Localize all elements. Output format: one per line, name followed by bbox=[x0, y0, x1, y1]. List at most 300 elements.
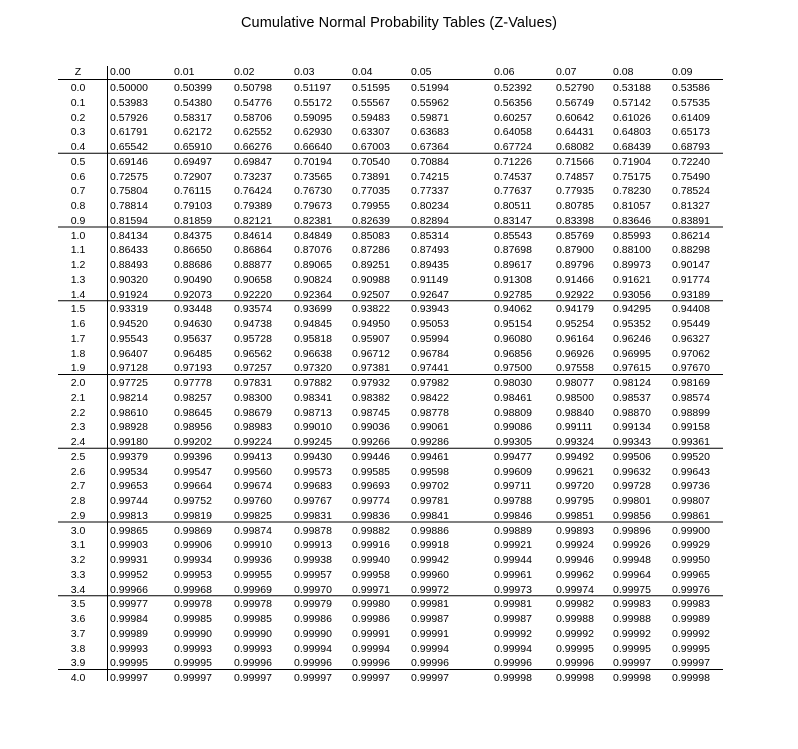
z-value: 3.9 bbox=[70, 657, 86, 670]
z-value: 2.0 bbox=[70, 377, 86, 389]
probability-cell: 0.57535 bbox=[672, 96, 710, 109]
probability-cell: 0.82381 bbox=[294, 214, 332, 227]
probability-cell: 0.82639 bbox=[352, 214, 390, 227]
z-value: 3.6 bbox=[70, 613, 86, 625]
probability-cell: 0.97558 bbox=[556, 362, 594, 375]
probability-cell: 0.99996 bbox=[352, 657, 390, 670]
probability-cell: 0.61791 bbox=[110, 126, 148, 139]
table-row bbox=[58, 303, 723, 315]
probability-cell: 0.98537 bbox=[613, 391, 651, 404]
probability-cell: 0.81594 bbox=[110, 214, 148, 227]
probability-cell: 0.99955 bbox=[234, 568, 272, 581]
probability-cell: 0.99991 bbox=[411, 627, 449, 640]
probability-cell: 0.97381 bbox=[352, 362, 390, 375]
probability-cell: 0.96164 bbox=[556, 332, 594, 345]
probability-cell: 0.99461 bbox=[411, 450, 449, 463]
z-value: 2.7 bbox=[70, 480, 86, 493]
probability-cell: 0.99997 bbox=[411, 672, 449, 684]
probability-cell: 0.92507 bbox=[352, 288, 390, 301]
probability-cell: 0.99981 bbox=[411, 598, 449, 611]
probability-cell: 0.99036 bbox=[352, 421, 390, 434]
probability-cell: 0.92922 bbox=[556, 288, 594, 301]
header-col: 0.08 bbox=[613, 66, 634, 78]
probability-cell: 0.91466 bbox=[556, 273, 594, 286]
table-row bbox=[58, 230, 723, 242]
probability-cell: 0.99825 bbox=[234, 509, 272, 522]
probability-cell: 0.80234 bbox=[411, 200, 449, 212]
probability-cell: 0.68082 bbox=[556, 141, 594, 153]
probability-cell: 0.88686 bbox=[174, 259, 212, 271]
probability-cell: 0.89617 bbox=[494, 259, 532, 271]
probability-cell: 0.70194 bbox=[294, 155, 332, 168]
probability-cell: 0.99993 bbox=[234, 642, 272, 655]
probability-cell: 0.99918 bbox=[411, 539, 449, 552]
probability-cell: 0.77935 bbox=[556, 185, 594, 198]
probability-cell: 0.99979 bbox=[294, 598, 332, 611]
probability-cell: 0.99774 bbox=[352, 495, 390, 507]
probability-cell: 0.99997 bbox=[110, 672, 148, 684]
table-row bbox=[58, 569, 723, 581]
table-row bbox=[58, 539, 723, 551]
table-row bbox=[58, 274, 723, 286]
probability-cell: 0.97670 bbox=[672, 362, 710, 375]
probability-cell: 0.99836 bbox=[352, 509, 390, 522]
probability-cell: 0.51595 bbox=[352, 82, 390, 94]
probability-cell: 0.85083 bbox=[352, 229, 390, 242]
z-value: 1.4 bbox=[70, 288, 86, 301]
probability-cell: 0.99720 bbox=[556, 480, 594, 493]
probability-cell: 0.99728 bbox=[613, 480, 651, 493]
probability-cell: 0.99997 bbox=[174, 672, 212, 684]
table-row bbox=[58, 289, 723, 301]
probability-cell: 0.84849 bbox=[294, 229, 332, 242]
z-value: 0.7 bbox=[70, 185, 86, 198]
probability-cell: 0.56749 bbox=[556, 96, 594, 109]
probability-cell: 0.70540 bbox=[352, 155, 390, 168]
probability-cell: 0.50399 bbox=[174, 82, 212, 94]
probability-cell: 0.50000 bbox=[110, 82, 148, 94]
probability-cell: 0.97128 bbox=[110, 362, 148, 375]
header-col: 0.00 bbox=[110, 66, 131, 78]
probability-cell: 0.99534 bbox=[110, 465, 148, 478]
probability-cell: 0.99989 bbox=[110, 627, 148, 640]
probability-cell: 0.99343 bbox=[613, 436, 651, 448]
probability-cell: 0.91621 bbox=[613, 273, 651, 286]
probability-cell: 0.98300 bbox=[234, 391, 272, 404]
probability-cell: 0.64803 bbox=[613, 126, 651, 139]
probability-cell: 0.99950 bbox=[672, 554, 710, 566]
probability-cell: 0.74537 bbox=[494, 170, 532, 183]
probability-cell: 0.99988 bbox=[613, 613, 651, 625]
probability-cell: 0.99086 bbox=[494, 421, 532, 434]
probability-cell: 0.67003 bbox=[352, 141, 390, 153]
table-row bbox=[58, 657, 723, 669]
probability-cell: 0.99926 bbox=[613, 539, 651, 552]
probability-cell: 0.94062 bbox=[494, 303, 532, 316]
probability-cell: 0.58317 bbox=[174, 111, 212, 124]
table-row bbox=[58, 112, 723, 124]
probability-cell: 0.86214 bbox=[672, 229, 710, 242]
probability-cell: 0.96562 bbox=[234, 347, 272, 360]
z-value: 0.1 bbox=[70, 96, 86, 109]
probability-cell: 0.97725 bbox=[110, 377, 148, 389]
probability-cell: 0.99953 bbox=[174, 568, 212, 581]
probability-cell: 0.99744 bbox=[110, 495, 148, 507]
probability-cell: 0.79103 bbox=[174, 200, 212, 212]
probability-cell: 0.93699 bbox=[294, 303, 332, 316]
probability-cell: 0.99998 bbox=[672, 672, 710, 684]
probability-cell: 0.77337 bbox=[411, 185, 449, 198]
probability-cell: 0.99996 bbox=[556, 657, 594, 670]
probability-cell: 0.62930 bbox=[294, 126, 332, 139]
probability-cell: 0.95994 bbox=[411, 332, 449, 345]
probability-cell: 0.99841 bbox=[411, 509, 449, 522]
probability-cell: 0.88100 bbox=[613, 244, 651, 257]
probability-cell: 0.89251 bbox=[352, 259, 390, 271]
probability-cell: 0.73565 bbox=[294, 170, 332, 183]
probability-cell: 0.99986 bbox=[352, 613, 390, 625]
probability-cell: 0.98645 bbox=[174, 406, 212, 419]
probability-cell: 0.97257 bbox=[234, 362, 272, 375]
probability-cell: 0.99324 bbox=[556, 436, 594, 448]
probability-cell: 0.85769 bbox=[556, 229, 594, 242]
table-row bbox=[58, 407, 723, 419]
probability-cell: 0.99987 bbox=[411, 613, 449, 625]
probability-cell: 0.86650 bbox=[174, 244, 212, 257]
probability-cell: 0.94179 bbox=[556, 303, 594, 316]
probability-cell: 0.99831 bbox=[294, 509, 332, 522]
probability-cell: 0.99878 bbox=[294, 524, 332, 537]
probability-cell: 0.71566 bbox=[556, 155, 594, 168]
probability-cell: 0.99286 bbox=[411, 436, 449, 448]
probability-cell: 0.99983 bbox=[672, 598, 710, 611]
z-value: 3.2 bbox=[70, 554, 86, 566]
table-row bbox=[58, 82, 723, 94]
z-value: 3.7 bbox=[70, 627, 86, 640]
probability-cell: 0.83147 bbox=[494, 214, 532, 227]
probability-cell: 0.69847 bbox=[234, 155, 272, 168]
z-value: 0.8 bbox=[70, 200, 86, 212]
probability-cell: 0.88493 bbox=[110, 259, 148, 271]
probability-cell: 0.99960 bbox=[411, 568, 449, 581]
probability-cell: 0.99984 bbox=[110, 613, 148, 625]
table-row bbox=[58, 200, 723, 212]
table-row bbox=[58, 480, 723, 492]
probability-cell: 0.60257 bbox=[494, 111, 532, 124]
probability-cell: 0.64431 bbox=[556, 126, 594, 139]
probability-cell: 0.99851 bbox=[556, 509, 594, 522]
probability-cell: 0.99886 bbox=[411, 524, 449, 537]
probability-cell: 0.99643 bbox=[672, 465, 710, 478]
table-row bbox=[58, 156, 723, 168]
probability-cell: 0.98928 bbox=[110, 421, 148, 434]
probability-cell: 0.99989 bbox=[672, 613, 710, 625]
header-col: 0.07 bbox=[556, 66, 577, 78]
probability-cell: 0.99934 bbox=[174, 554, 212, 566]
z-value: 1.3 bbox=[70, 273, 86, 286]
probability-cell: 0.53586 bbox=[672, 82, 710, 94]
probability-cell: 0.99997 bbox=[613, 657, 651, 670]
probability-cell: 0.99990 bbox=[294, 627, 332, 640]
probability-cell: 0.90490 bbox=[174, 273, 212, 286]
probability-cell: 0.99560 bbox=[234, 465, 272, 478]
probability-cell: 0.97441 bbox=[411, 362, 449, 375]
probability-cell: 0.99995 bbox=[613, 642, 651, 655]
probability-cell: 0.99061 bbox=[411, 421, 449, 434]
probability-cell: 0.99931 bbox=[110, 554, 148, 566]
probability-cell: 0.97615 bbox=[613, 362, 651, 375]
probability-cell: 0.93189 bbox=[672, 288, 710, 301]
probability-cell: 0.99995 bbox=[556, 642, 594, 655]
probability-cell: 0.63683 bbox=[411, 126, 449, 139]
table-row bbox=[58, 348, 723, 360]
probability-cell: 0.99942 bbox=[411, 554, 449, 566]
probability-cell: 0.99585 bbox=[352, 465, 390, 478]
probability-cell: 0.99379 bbox=[110, 450, 148, 463]
z-value: 4.0 bbox=[70, 672, 86, 684]
probability-cell: 0.99992 bbox=[672, 627, 710, 640]
probability-cell: 0.99396 bbox=[174, 450, 212, 463]
probability-cell: 0.99997 bbox=[294, 672, 332, 684]
probability-cell: 0.99994 bbox=[411, 642, 449, 655]
probability-cell: 0.93822 bbox=[352, 303, 390, 316]
z-value: 0.4 bbox=[70, 141, 86, 153]
probability-cell: 0.99995 bbox=[672, 642, 710, 655]
probability-cell: 0.94520 bbox=[110, 318, 148, 330]
probability-cell: 0.99813 bbox=[110, 509, 148, 522]
probability-cell: 0.92785 bbox=[494, 288, 532, 301]
probability-cell: 0.99158 bbox=[672, 421, 710, 434]
probability-cell: 0.99940 bbox=[352, 554, 390, 566]
z-value: 2.1 bbox=[70, 391, 86, 404]
probability-cell: 0.98745 bbox=[352, 406, 390, 419]
probability-cell: 0.99995 bbox=[110, 657, 148, 670]
probability-cell: 0.98169 bbox=[672, 377, 710, 389]
probability-cell: 0.83646 bbox=[613, 214, 651, 227]
probability-cell: 0.99976 bbox=[672, 583, 710, 596]
probability-cell: 0.95053 bbox=[411, 318, 449, 330]
probability-cell: 0.82121 bbox=[234, 214, 272, 227]
probability-cell: 0.75490 bbox=[672, 170, 710, 183]
probability-cell: 0.99910 bbox=[234, 539, 272, 552]
z-value: 0.6 bbox=[70, 170, 86, 183]
probability-cell: 0.99992 bbox=[494, 627, 532, 640]
probability-cell: 0.99736 bbox=[672, 480, 710, 493]
probability-cell: 0.95254 bbox=[556, 318, 594, 330]
probability-cell: 0.99683 bbox=[294, 480, 332, 493]
z-value: 2.4 bbox=[70, 436, 86, 448]
probability-cell: 0.99998 bbox=[613, 672, 651, 684]
z-value: 2.5 bbox=[70, 450, 86, 463]
header-col: 0.04 bbox=[352, 66, 373, 78]
probability-cell: 0.89065 bbox=[294, 259, 332, 271]
table-row bbox=[58, 333, 723, 345]
probability-cell: 0.95818 bbox=[294, 332, 332, 345]
probability-cell: 0.99111 bbox=[556, 421, 593, 434]
table-row bbox=[58, 495, 723, 507]
probability-cell: 0.74857 bbox=[556, 170, 594, 183]
probability-cell: 0.99266 bbox=[352, 436, 390, 448]
probability-cell: 0.99869 bbox=[174, 524, 212, 537]
probability-cell: 0.99982 bbox=[556, 598, 594, 611]
probability-cell: 0.99653 bbox=[110, 480, 148, 493]
probability-cell: 0.50798 bbox=[234, 82, 272, 94]
probability-cell: 0.73237 bbox=[234, 170, 272, 183]
probability-cell: 0.54380 bbox=[174, 96, 212, 109]
probability-cell: 0.98422 bbox=[411, 391, 449, 404]
table-row bbox=[58, 628, 723, 640]
probability-cell: 0.99598 bbox=[411, 465, 449, 478]
probability-cell: 0.59095 bbox=[294, 111, 332, 124]
probability-cell: 0.99948 bbox=[613, 554, 651, 566]
probability-cell: 0.76115 bbox=[174, 185, 212, 198]
probability-cell: 0.95907 bbox=[352, 332, 390, 345]
probability-cell: 0.86864 bbox=[234, 244, 272, 257]
z-value: 1.1 bbox=[70, 244, 86, 257]
probability-cell: 0.98679 bbox=[234, 406, 272, 419]
probability-cell: 0.94630 bbox=[174, 318, 212, 330]
probability-cell: 0.87076 bbox=[294, 244, 332, 257]
probability-cell: 0.51994 bbox=[411, 82, 449, 94]
table-row bbox=[58, 525, 723, 537]
probability-cell: 0.99958 bbox=[352, 568, 390, 581]
probability-cell: 0.87286 bbox=[352, 244, 390, 257]
probability-cell: 0.96712 bbox=[352, 347, 390, 360]
probability-cell: 0.78524 bbox=[672, 185, 710, 198]
probability-cell: 0.87698 bbox=[494, 244, 532, 257]
table-row bbox=[58, 126, 723, 138]
probability-cell: 0.89973 bbox=[613, 259, 651, 271]
probability-cell: 0.69497 bbox=[174, 155, 212, 168]
z-value: 1.2 bbox=[70, 259, 86, 271]
z-value: 1.8 bbox=[70, 347, 86, 360]
probability-cell: 0.60642 bbox=[556, 111, 594, 124]
probability-cell: 0.95728 bbox=[234, 332, 272, 345]
table-row bbox=[58, 510, 723, 522]
probability-cell: 0.99971 bbox=[352, 583, 390, 596]
probability-cell: 0.86433 bbox=[110, 244, 148, 257]
probability-cell: 0.99924 bbox=[556, 539, 594, 552]
probability-cell: 0.55962 bbox=[411, 96, 449, 109]
probability-cell: 0.99994 bbox=[494, 642, 532, 655]
table-row bbox=[58, 259, 723, 271]
probability-cell: 0.99446 bbox=[352, 450, 390, 463]
probability-cell: 0.59483 bbox=[352, 111, 390, 124]
probability-cell: 0.98382 bbox=[352, 391, 390, 404]
probability-cell: 0.97982 bbox=[411, 377, 449, 389]
probability-cell: 0.99861 bbox=[672, 509, 710, 522]
probability-cell: 0.51197 bbox=[294, 82, 332, 94]
probability-cell: 0.58706 bbox=[234, 111, 272, 124]
z-value: 0.3 bbox=[70, 126, 86, 139]
probability-cell: 0.99767 bbox=[294, 495, 332, 507]
probability-cell: 0.98500 bbox=[556, 391, 594, 404]
probability-cell: 0.73891 bbox=[352, 170, 390, 183]
probability-cell: 0.99996 bbox=[294, 657, 332, 670]
table-row bbox=[58, 672, 723, 684]
probability-cell: 0.99874 bbox=[234, 524, 272, 537]
probability-cell: 0.99961 bbox=[494, 568, 532, 581]
probability-cell: 0.96856 bbox=[494, 347, 532, 360]
probability-cell: 0.99962 bbox=[556, 568, 594, 581]
z-value: 2.2 bbox=[70, 406, 86, 419]
probability-cell: 0.99944 bbox=[494, 554, 532, 566]
probability-cell: 0.97193 bbox=[174, 362, 212, 375]
probability-cell: 0.65173 bbox=[672, 126, 710, 139]
probability-cell: 0.99966 bbox=[110, 583, 148, 596]
probability-cell: 0.99856 bbox=[613, 509, 651, 522]
probability-cell: 0.98461 bbox=[494, 391, 532, 404]
probability-cell: 0.91774 bbox=[672, 273, 710, 286]
table-row bbox=[58, 643, 723, 655]
probability-cell: 0.92647 bbox=[411, 288, 449, 301]
table-row bbox=[58, 436, 723, 448]
page-title: Cumulative Normal Probability Tables (Z-Values) bbox=[240, 15, 558, 31]
probability-cell: 0.99010 bbox=[294, 421, 332, 434]
z-value: 3.8 bbox=[70, 642, 86, 655]
probability-cell: 0.99985 bbox=[174, 613, 212, 625]
probability-cell: 0.99988 bbox=[556, 613, 594, 625]
probability-cell: 0.75804 bbox=[110, 185, 148, 198]
z-value: 3.4 bbox=[70, 583, 86, 596]
probability-cell: 0.96995 bbox=[613, 347, 651, 360]
header-col: 0.06 bbox=[494, 66, 515, 78]
probability-cell: 0.95449 bbox=[672, 318, 710, 330]
probability-cell: 0.88877 bbox=[234, 259, 272, 271]
probability-cell: 0.99970 bbox=[294, 583, 332, 596]
table-row bbox=[58, 377, 723, 389]
probability-cell: 0.99983 bbox=[613, 598, 651, 611]
probability-cell: 0.99968 bbox=[174, 583, 212, 596]
probability-cell: 0.99996 bbox=[234, 657, 272, 670]
probability-cell: 0.99996 bbox=[494, 657, 532, 670]
probability-cell: 0.99972 bbox=[411, 583, 449, 596]
probability-cell: 0.61409 bbox=[672, 111, 710, 124]
probability-cell: 0.99896 bbox=[613, 524, 651, 537]
probability-cell: 0.98809 bbox=[494, 406, 532, 419]
probability-cell: 0.94295 bbox=[613, 303, 651, 316]
table-row bbox=[58, 421, 723, 433]
probability-cell: 0.61026 bbox=[613, 111, 651, 124]
probability-cell: 0.70884 bbox=[411, 155, 449, 168]
z-value: 1.7 bbox=[70, 332, 86, 345]
probability-cell: 0.99996 bbox=[411, 657, 449, 670]
probability-cell: 0.99993 bbox=[110, 642, 148, 655]
probability-cell: 0.54776 bbox=[234, 96, 272, 109]
probability-cell: 0.93319 bbox=[110, 303, 148, 316]
probability-cell: 0.94845 bbox=[294, 318, 332, 330]
probability-cell: 0.99952 bbox=[110, 568, 148, 581]
probability-cell: 0.99760 bbox=[234, 495, 272, 507]
probability-cell: 0.99993 bbox=[174, 642, 212, 655]
header-col: 0.03 bbox=[294, 66, 315, 78]
probability-cell: 0.72907 bbox=[174, 170, 212, 183]
probability-cell: 0.99202 bbox=[174, 436, 212, 448]
probability-cell: 0.99973 bbox=[494, 583, 532, 596]
probability-cell: 0.57926 bbox=[110, 111, 148, 124]
probability-cell: 0.99520 bbox=[672, 450, 710, 463]
probability-cell: 0.90988 bbox=[352, 273, 390, 286]
probability-cell: 0.98574 bbox=[672, 391, 710, 404]
probability-cell: 0.99693 bbox=[352, 480, 390, 493]
z-value: 3.0 bbox=[70, 524, 86, 537]
probability-cell: 0.99430 bbox=[294, 450, 332, 463]
z-value: 3.1 bbox=[70, 539, 86, 552]
table-header-row bbox=[58, 66, 723, 78]
probability-cell: 0.97778 bbox=[174, 377, 212, 389]
probability-cell: 0.98840 bbox=[556, 406, 594, 419]
probability-cell: 0.99938 bbox=[294, 554, 332, 566]
